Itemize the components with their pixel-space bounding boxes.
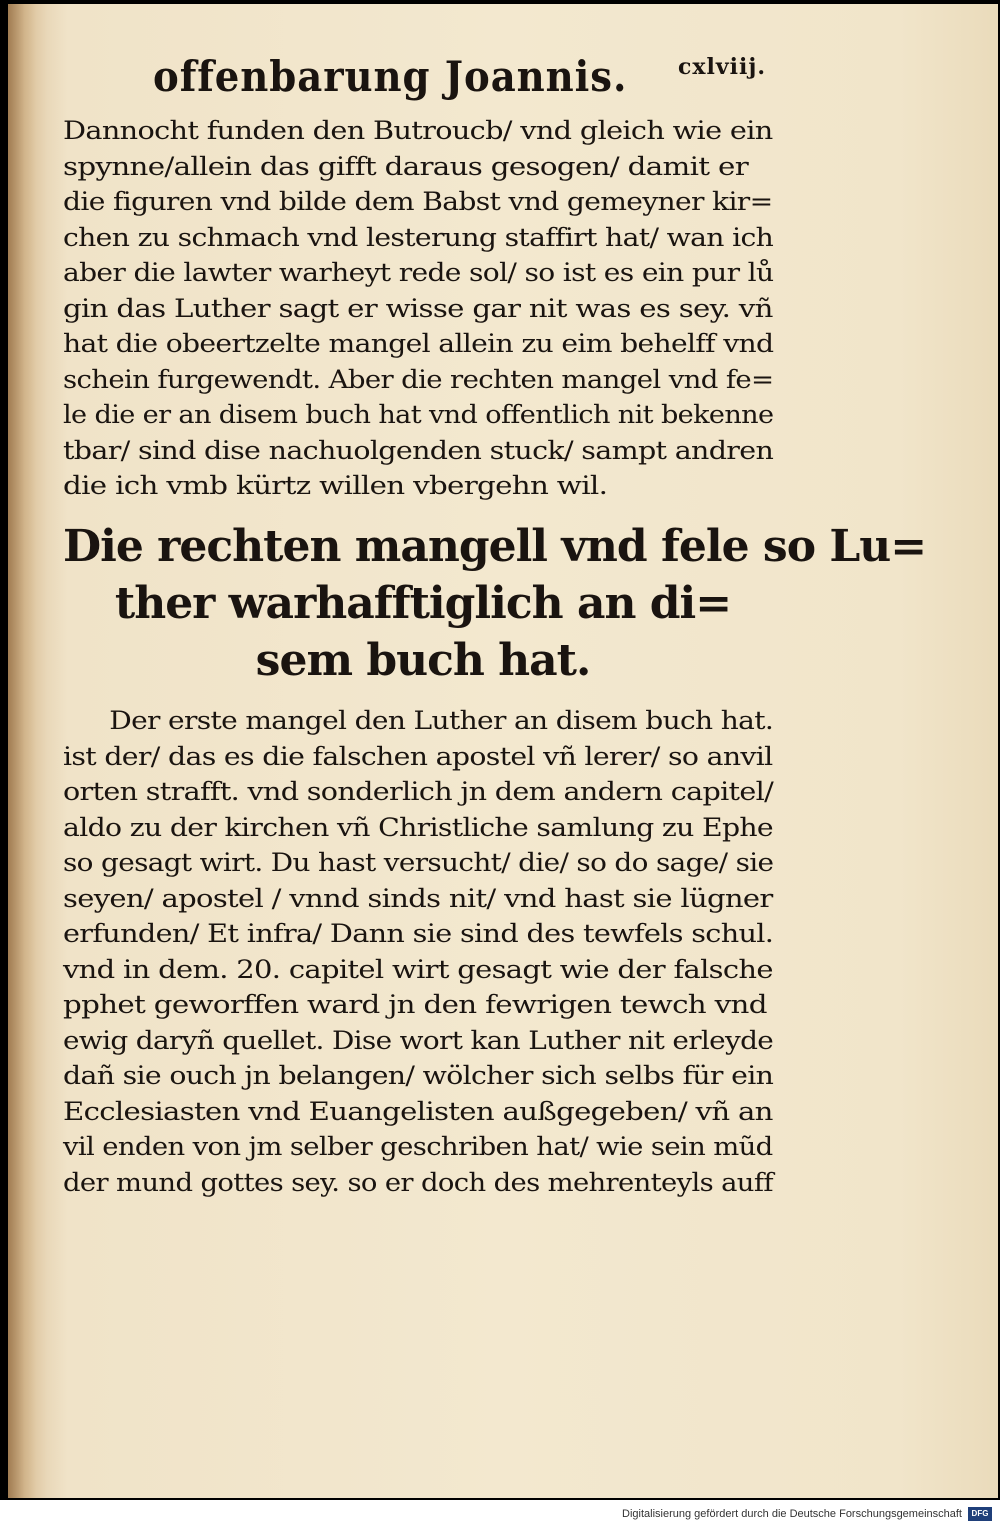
text-block <box>63 52 927 1198</box>
text-line: chen zu schmach vnd lesterung staffirt hat/ wan ich <box>63 222 774 253</box>
text-line: orten strafft. vnd sonderlich jn dem andern capitel/ <box>63 777 774 807</box>
text-line: Dannocht funden den Butroucb/ vnd gleich wie ein <box>63 116 773 146</box>
dfg-logo: DFG <box>968 1507 992 1521</box>
text-line: dañ sie ouch jn belangen/ wölcher sich selbs für ein <box>63 1061 774 1091</box>
text-line: hat die obeertzelte mangel allein zu eim behelff vnd <box>63 329 774 359</box>
section-heading <box>63 518 927 689</box>
heading-line: sem buch hat. <box>255 635 591 686</box>
text-line: schein furgewendt. Aber die rechten mangel vnd fe= <box>63 364 774 395</box>
running-title: offenbarung Joannis. <box>153 52 628 101</box>
text-line: ist der/ das es die falschen apostel vñ lerer/ so anvil <box>63 741 773 772</box>
text-line: aber die lawter warheyt rede sol/ so ist es ein pur lů <box>63 258 774 288</box>
text-line: vil enden von jm selber geschriben hat/ wie sein mũd <box>63 1132 773 1162</box>
text-line: Der erste mangel den Luther an disem buch hat. <box>109 706 774 736</box>
folio-number: cxlviij. <box>678 54 766 80</box>
heading-line: ther warhafftiglich an di= <box>114 578 732 629</box>
text-line: aldo zu der kirchen vñ Christliche samlung zu Ephe <box>63 812 774 843</box>
text-line: spynne/allein das gifft daraus gesogen/ damit er <box>63 151 749 182</box>
text-line: die ich vmb kürtz willen vbergehn wil. <box>63 471 608 501</box>
text-line: seyen/ apostel / vnnd sinds nit/ vnd hast sie lügner <box>63 883 773 914</box>
text-line: der mund gottes sey. so er doch des mehrenteyls auff <box>63 1167 773 1198</box>
text-line: tbar/ sind dise nachuolgenden stuck/ sampt andren <box>63 435 774 466</box>
text-line: pphet geworffen ward jn den fewrigen tewch vnd <box>63 990 767 1020</box>
text-line: die figuren vnd bilde dem Babst vnd gemeyner kir= <box>63 187 773 217</box>
footer <box>0 1500 1000 1528</box>
page-header <box>63 52 823 114</box>
paragraph-2 <box>63 704 774 1201</box>
heading-line: Die rechten mangell vnd fele so Lu= <box>63 521 927 572</box>
text-line: Ecclesiasten vnd Euangelisten außgegeben/ vñ an <box>63 1096 773 1127</box>
book-page <box>8 4 998 1498</box>
text-line: le die er an disem buch hat vnd offentlich nit bekenne <box>63 400 774 430</box>
paragraph-1 <box>63 114 774 505</box>
funding-credit: Digitalisierung gefördert durch die Deutsche Forschungsgemeinschaft <box>622 1508 962 1520</box>
text-line: erfunden/ Et infra/ Dann sie sind des tewfels schul. <box>63 919 774 949</box>
text-line: gin das Luther sagt er wisse gar nit was es sey. vñ <box>63 293 773 324</box>
text-line: so gesagt wirt. Du hast versucht/ die/ so do sage/ sie <box>63 848 774 878</box>
text-line: ewig daryñ quellet. Dise wort kan Luther nit erleyde <box>63 1025 774 1056</box>
text-line: vnd in dem. 20. capitel wirt gesagt wie der falsche <box>63 954 773 985</box>
